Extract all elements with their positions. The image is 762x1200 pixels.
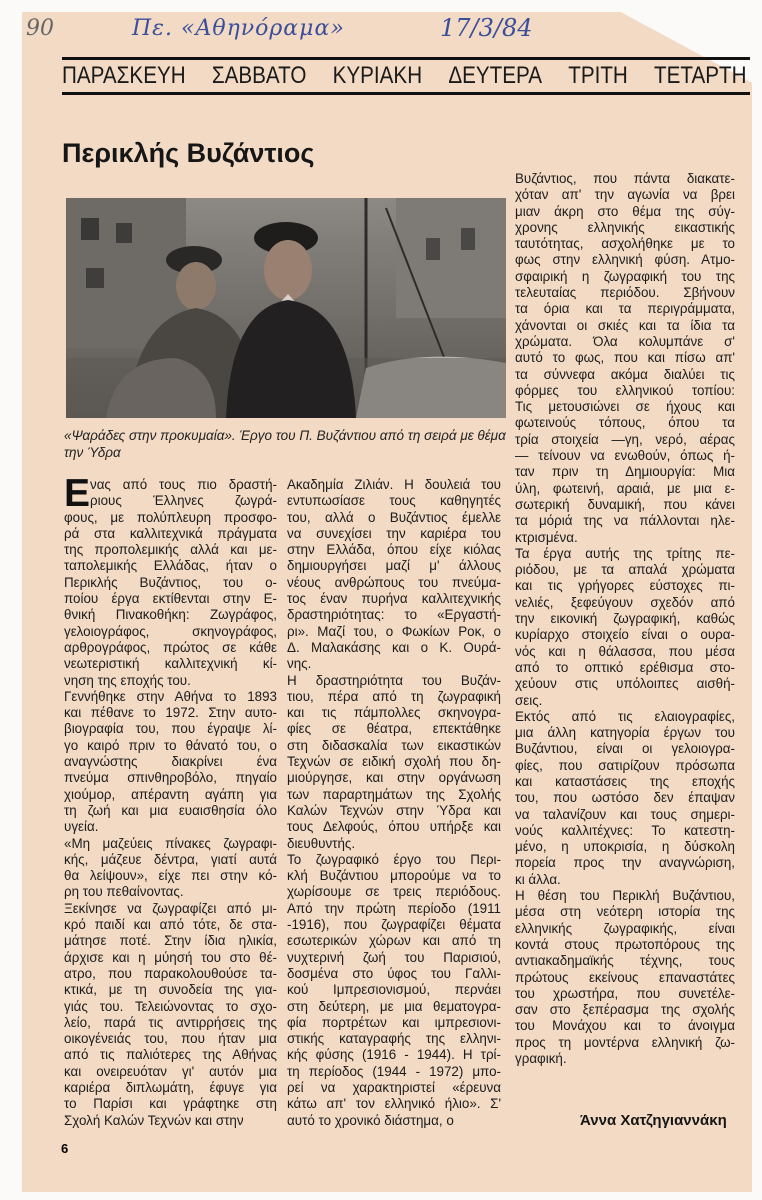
article-column-3 — [515, 171, 735, 1067]
article-column-2 — [287, 477, 501, 1129]
day-label: ΚΥΡΙΑΚΗ — [332, 62, 423, 89]
text-line: χρώματα. Όλα κολυμπάνε σ' — [515, 333, 735, 349]
text-line: φίες σε θέατρα, επεκτάθηκε — [287, 721, 501, 737]
text-line: κρό παιδί και από τότε, δε στα- — [64, 917, 277, 933]
text-line: προς τη μοντέρνα ελληνική ζω- — [515, 1034, 735, 1050]
text-line: Εκτός από τις ελαιογραφίες, — [515, 708, 735, 724]
text-line: κλή Βυζάντιου μπορούμε να το — [287, 868, 501, 884]
text-line: το Παρίσι και γράφτηκε στη — [64, 1096, 277, 1112]
day-label: ΔΕΥΤΕΡΑ — [448, 62, 543, 89]
text-line: νεωτεριστική καλλιτεχνική κί- — [64, 656, 277, 672]
text-line: νός και η θάλασσα, που μέσα — [515, 643, 735, 659]
text-line: κού Ιμπρεσιονισμού, περνάει — [287, 982, 501, 998]
text-line: αντιακαδημαϊκής τέχνης, τους — [515, 953, 735, 969]
text-line: Η θέση του Περικλή Βυζάντιου, — [515, 888, 735, 904]
text-line: υγεία. — [64, 819, 99, 835]
text-line: φία πορτρέτων και ιμπρεσιονι- — [287, 1014, 501, 1030]
text-line: γιάς του. Τελειώνοντας το σχο- — [64, 998, 277, 1014]
text-line: ριους Έλληνες ζωγρά- — [90, 493, 277, 509]
text-line: ριόδου, με τα απαλά χρώματα — [515, 562, 735, 578]
text-line: νης. — [287, 656, 312, 672]
text-line: ύλη, φωτεινή, αραιά, με μια ε- — [515, 480, 735, 496]
text-line: ελληνικής ζωγραφικής, είναι — [515, 920, 735, 936]
text-line: και τις πάμπολλες σκηνογρα- — [287, 705, 501, 721]
text-line: και ονειρευόταν γι' αυτόν μια — [64, 1063, 277, 1079]
text-line: να ταλανίζουν και τους σημερι- — [515, 806, 735, 822]
text-line: γο καιρό πριν το θάνατό του, ο — [64, 737, 277, 753]
text-line: κής, μάζευε δέντρα, γιατί αυτά — [64, 851, 277, 867]
text-line: σφαιρική η ζωγραφική του της — [515, 268, 735, 284]
text-line: νηση της εποχής του. — [64, 672, 191, 688]
text-line: τα μόριά της να πάλλονται ηλε- — [515, 513, 735, 529]
text-line: Τις μετουσιώνει σε ήχους και — [515, 399, 735, 415]
text-line: ατρο, που παρακολουθούσε τα- — [64, 965, 277, 981]
text-line: αρθρογράφος, πρώτος σε κάθε — [64, 639, 277, 655]
text-line: την εικονική ζωγραφική, καθώς — [515, 611, 735, 627]
text-line: του, που ωστόσο δεν έπαψαν — [515, 790, 735, 806]
text-line: Καλών Τεχνών στην Ύδρα και — [287, 802, 501, 818]
text-line: Η δραστηριότητα του Βυζάν- — [287, 672, 501, 688]
text-line: χόταν απ' την αγωνία να βρει — [515, 187, 735, 203]
text-line: χεύουν στις υπόλοιπες αισθή- — [515, 676, 735, 692]
text-line: τα όρια και τα περιγράμματα, — [515, 301, 735, 317]
text-line: ταπολεμικής Ελλάδας, ήταν ο — [64, 558, 277, 574]
text-line: οικογένειάς του, που ήταν μια — [64, 1031, 277, 1047]
text-line: εσωτερικών χώρων και από τη — [287, 933, 501, 949]
text-line: μένο, η υποκρισία, η δύσκολη — [515, 839, 735, 855]
text-line: ρι». Μαζί του, ο Φωκίων Ροκ, ο — [287, 623, 501, 639]
text-line: -1916), που ζωγραφίζει θέματα — [287, 917, 501, 933]
text-line: χιούμορ, απέραντη αγάπη για — [64, 786, 277, 802]
text-line: δοσμένα στο ύφος του Γαλλι- — [287, 965, 501, 981]
text-line: και καταστάσεις της εποχής — [515, 773, 735, 789]
text-line: λείο, παρά τις αντιρρήσεις της — [64, 1014, 277, 1030]
text-line: κοντά στους πρωτοπόρους της — [515, 936, 735, 952]
drop-cap: Ε — [64, 472, 91, 515]
text-line: της προπολεμικής αλλά και με- — [64, 542, 277, 558]
text-line: να συνεχίσει την καριέρα του — [287, 525, 501, 541]
text-line: Δ. Μαλακάσης και ο Κ. Ουρά- — [287, 639, 501, 655]
text-line: Βυζάντιου, είναι οι γελοιογρα- — [515, 741, 735, 757]
text-line: τη ζωή και μια ευαισθησία όλο — [64, 802, 277, 818]
text-line: θα λείψουν», είχε πει στην κό- — [64, 868, 277, 884]
text-line: του χρωστήρα, που συνετέλε- — [515, 985, 735, 1001]
text-line: των παραρτημάτων της Σχολής — [287, 786, 501, 802]
text-line: τρία στοιχεία —γη, νερό, αέρας — [515, 431, 735, 447]
text-line: του, αλλά ο Βυζάντιος έμελλε — [287, 509, 501, 525]
author-signature: Άννα Χατζηγιαννάκη — [580, 1112, 727, 1129]
text-line: Περικλής Βυζάντιος, του ο- — [64, 574, 277, 590]
text-line: σωτερική δυναμική, που κάνει — [515, 496, 735, 512]
text-line: αυτό το φως, που και πίσω απ' — [515, 350, 735, 366]
text-line: τους Δελφούς, όπου υπήρξε και — [287, 819, 501, 835]
painting-photo — [66, 198, 506, 418]
text-line: από τις παλιότερες της Αθήνας — [64, 1047, 277, 1063]
text-line: γελοιογράφος, σκηνογράφος, — [64, 623, 277, 639]
article-column-1 — [64, 472, 277, 1129]
text-line: τελευταίας περιόδου. Σβήνουν — [515, 285, 735, 301]
text-line: κι άλλα. — [515, 871, 561, 887]
text-line: και πέθανε το 1972. Στην αυτο- — [64, 705, 277, 721]
text-line: πορεία προς την αναγνώριση, — [515, 855, 735, 871]
weekday-header — [62, 60, 747, 92]
text-line: νέους ανθρώπους του πνεύμα- — [287, 574, 501, 590]
text-line: μέσα στη νεότερη ιστορία της — [515, 904, 735, 920]
text-line: τη περίοδος (1944 - 1972) μπο- — [287, 1063, 501, 1079]
text-line: Ακαδημία Ζιλιάν. Η δουλειά του — [287, 477, 501, 492]
text-line: νούς καλλιτέχνες: Το κατεστη- — [515, 822, 735, 838]
text-line: Γεννήθηκε στην Αθήνα το 1893 — [64, 688, 277, 704]
text-line: κυρίαρχο στοιχείο είναι ο ουρα- — [515, 627, 735, 643]
text-line: του Μονάχου και το άνοιγμα — [515, 1018, 735, 1034]
text-line: στη δεύτερη, με μια θεματογρα- — [287, 998, 501, 1014]
text-line: μιαν άκρη στο θέμα της σύγ- — [515, 203, 735, 219]
text-line: κάτω απ' τον ελληνικό ήλιο». Σ' — [287, 1096, 501, 1112]
article-title: Περικλής Βυζάντιος — [62, 138, 315, 168]
day-label: ΤΕΤΑΡΤΗ — [654, 62, 747, 89]
text-line: στικής καταγραφής της ελληνι- — [287, 1031, 501, 1047]
handwritten-date: 17/3/84 — [440, 14, 533, 42]
text-line: νας από τους πιο δραστή- — [90, 477, 277, 492]
text-line: φίες, που σατιρίζουν πρόσωπα — [515, 757, 735, 773]
text-line: μάτησε ποτέ. Στην ίδια ηλικία, — [64, 933, 277, 949]
text-line: Το ζωγραφικό έργο του Περι- — [287, 851, 501, 867]
text-line: μια άλλη κατηγορία έργων του — [515, 725, 735, 741]
text-line: κής φύσης (1916 - 1944). Η τρί- — [287, 1047, 501, 1063]
text-line: χωρίσουμε σε τρεις περιόδους. — [287, 884, 501, 900]
text-line: ποίου έργα εκτίθενται στην Ε- — [64, 591, 277, 607]
text-line: — τείνουν να ενωθούν, όπως ή- — [515, 448, 735, 464]
text-line: τιου, πέρα από τη ζωγραφική — [287, 688, 501, 704]
text-line: σαν στο ξεπέρασμα της σχολής — [515, 1002, 735, 1018]
text-line: νελιές, ξεφεύγουν σχεδόν από — [515, 594, 735, 610]
page-number: 6 — [61, 1141, 69, 1156]
text-line: δραστηριότητας: το «Εργαστή- — [287, 607, 501, 623]
text-line: μιούργησε, και στην οργάνωση — [287, 770, 501, 786]
text-line: και τις γρήγορες εύστοχες πι- — [515, 578, 735, 594]
text-line: σεις. — [515, 692, 543, 708]
text-line: Βυζάντιος, που πάντα διακατε- — [515, 171, 735, 186]
text-line: ταυτότητας, ασχολήθηκε με το — [515, 236, 735, 252]
text-line: άρχισε και η μύησή του στο θέ- — [64, 949, 277, 965]
text-line: καριέρα διπλωμάτη, έφυγε για — [64, 1079, 277, 1095]
text-line: γραφική. — [515, 1051, 567, 1067]
text-line: «Μη μαζεύεις πίνακες ζωγραφι- — [64, 835, 277, 851]
day-label: ΤΡΙΤΗ — [568, 62, 628, 89]
text-line: ρεί να χαρακτηριστεί «έρευνα — [287, 1079, 501, 1095]
text-line: ρη του πεθαίνοντας. — [64, 884, 184, 900]
text-line: θνική Πινακοθήκη: Ζωγράφος, — [64, 607, 277, 623]
text-line: από το οπτικό ερέθισμα στο- — [515, 659, 735, 675]
text-line: Ξεκίνησε να ζωγραφίζει από μι- — [64, 900, 277, 916]
header-rule-bottom — [62, 92, 750, 95]
text-line: χρονης ελληνικής εικαστικής — [515, 219, 735, 235]
text-line: πρώτους εκείνους επαναστάτες — [515, 969, 735, 985]
text-line: φωτεινούς τόπους, όπου τα — [515, 415, 735, 431]
text-line: φόρμες του ελληνικού τοπίου: — [515, 382, 735, 398]
handwritten-source: Πε. «Αθηνόραμα» — [132, 16, 345, 41]
text-line: στην Ελλάδα, όπου είχε κιόλας — [287, 542, 501, 558]
text-line: στη διδασκαλία των εικαστικών — [287, 737, 501, 753]
text-line: ρά στα καλλιτεχνικά πράγματα — [64, 525, 277, 541]
day-label: ΠΑΡΑΣΚΕΥΗ — [62, 62, 186, 89]
text-line: φους, με πολύπλευρη προσφο- — [64, 509, 277, 525]
text-line: βιογραφία του, που έγραψε λί- — [64, 721, 277, 737]
text-line: Τα έργα αυτής της τρίτης πε- — [515, 545, 735, 561]
text-line: Από την πρώτη περίοδο (1911 — [287, 900, 501, 916]
text-line: χάνονται οι σκιές και τα ίδια τα — [515, 317, 735, 333]
text-line: τα σύννεφα ακόμα διαλύει τις — [515, 366, 735, 382]
text-line: Τεχνών σε ειδική σχολή που δη- — [287, 754, 501, 770]
text-line: κτρισμένα. — [515, 529, 578, 545]
day-label: ΣΑΒΒΑΤΟ — [211, 62, 307, 89]
text-line: Σχολή Καλών Τεχνών και στην — [64, 1112, 244, 1128]
text-line: νυχτερινή ζωή του Παρισιού, — [287, 949, 501, 965]
text-line: διευθυντής. — [287, 835, 356, 851]
text-line: δημιουργήσει μαζί μ' άλλους — [287, 558, 501, 574]
text-line: αυτό το χρονικό διάστημα, ο — [287, 1112, 454, 1128]
handwritten-number: 90 — [26, 16, 54, 41]
text-line: πνεύμα σπινθηροβόλο, πηγαίο — [64, 770, 277, 786]
text-line: ταν πριν τη Δημιουργία: Μια — [515, 464, 735, 480]
photo-caption: «Ψαράδες στην προκυμαία». Έργο του Π. Βυζάντιου από τη σειρά με θέμα την Ύδρα — [64, 428, 506, 460]
text-line: κτικά, με τη συνοδεία της για- — [64, 982, 277, 998]
text-line: τος έναν πυρήνα καλλιτεχνικής — [287, 591, 501, 607]
text-line: φως στην ελληνική φύση. Ατμο- — [515, 252, 735, 268]
text-line: αναγνώστης διακρίνει ένα — [64, 754, 277, 770]
text-line: εντυπωσίασε τους καθηγητές — [287, 493, 501, 509]
